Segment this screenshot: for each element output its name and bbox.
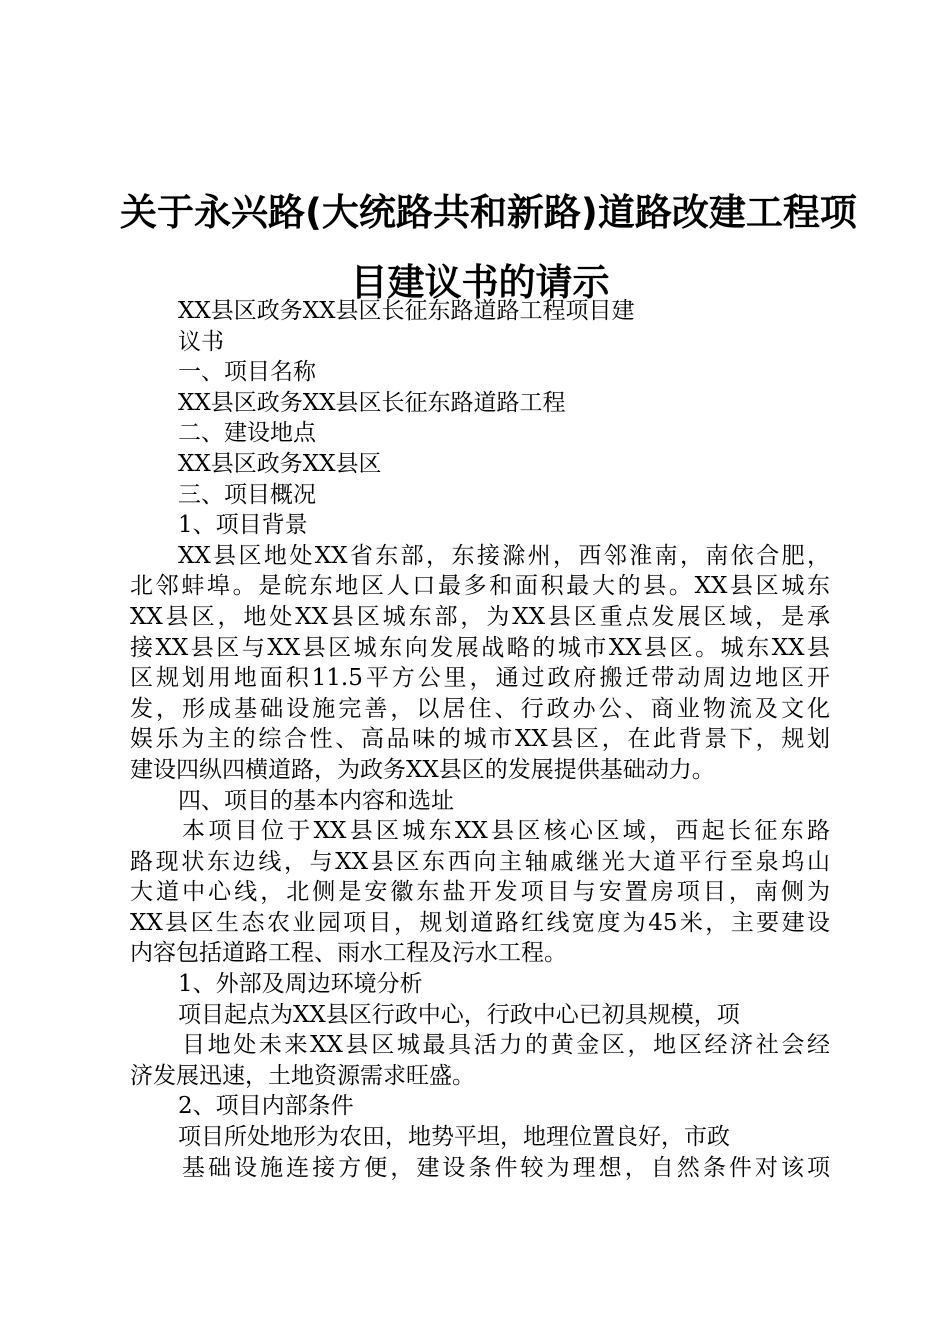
body-line: XX县区地处XX省东部，东接滁州，西邻淮南，南依合肥， xyxy=(178,542,830,569)
body-line: 内容包括道路工程、雨水工程及污水工程。 xyxy=(130,940,567,967)
body-line: 建设四纵四横道路，为政务XX县区的发展提供基础动力。 xyxy=(130,756,715,783)
body-line: 路现状东边线，与XX县区东西向主轴戚继光大道平行至泉坞山 xyxy=(130,848,830,875)
body-line: 四、项目的基本内容和选址 xyxy=(178,787,454,814)
title-line-1: 关于永兴路(大统路共和新路)道路改建工程项 xyxy=(120,191,857,234)
body-line: 1、外部及周边环境分析 xyxy=(178,971,423,998)
body-line: 接XX县区与XX县区城东向发展战略的城市XX县区。城东XX县 xyxy=(130,634,830,661)
body-line: 项目所处地形为农田，地势平坦，地理位置良好，市政 xyxy=(178,1124,730,1151)
body-line: 娱乐为主的综合性、高品味的城市XX县区，在此背景下，规划 xyxy=(130,726,830,753)
body-line: XX县区，地处XX县区城东部，为XX县区重点发展区域，是承 xyxy=(130,603,830,630)
body-line: XX县区政务XX县区长征东路道路工程项目建 xyxy=(178,298,635,324)
body-line: 本项目位于XX县区城东XX县区核心区域，西起长征东路 xyxy=(182,818,830,845)
body-line: 济发展迅速，土地资源需求旺盛。 xyxy=(130,1062,475,1089)
body-line: 发，形成基础设施完善，以居住、行政办公、商业物流及文化 xyxy=(130,695,830,722)
title-line-2: 目建议书的请示 xyxy=(350,261,610,304)
body-line: 项目起点为XX县区行政中心，行政中心已初具规模，项 xyxy=(178,1001,740,1028)
body-line: 基础设施连接方便，建设条件较为理想，自然条件对该项 xyxy=(182,1154,830,1181)
body-line: 北邻蚌埠。是皖东地区人口最多和面积最大的县。XX县区城东 xyxy=(130,573,830,600)
body-line: XX县区政务XX县区长征东路道路工程 xyxy=(178,389,566,416)
body-line: 二、建设地点 xyxy=(178,420,316,447)
body-line: XX县区政务XX县区 xyxy=(178,450,382,477)
body-line: 2、项目内部条件 xyxy=(178,1093,354,1120)
body-line: 区规划用地面积11.5平方公里，通过政府搬迁带动周边地区开 xyxy=(130,665,830,692)
body-line: 目地处未来XX县区城最具活力的黄金区，地区经济社会经 xyxy=(182,1032,830,1059)
body-line: 三、项目概况 xyxy=(178,481,316,508)
body-line: XX县区生态农业园项目，规划道路红线宽度为45米，主要建设 xyxy=(130,909,830,936)
body-line: 1、项目背景 xyxy=(178,512,308,539)
body-line: 大道中心线，北侧是安徽东盐开发项目与安置房项目，南侧为 xyxy=(130,879,830,906)
document-body xyxy=(130,296,830,1183)
body-line: 议书 xyxy=(178,328,224,355)
body-line: 一、项目名称 xyxy=(178,359,316,386)
